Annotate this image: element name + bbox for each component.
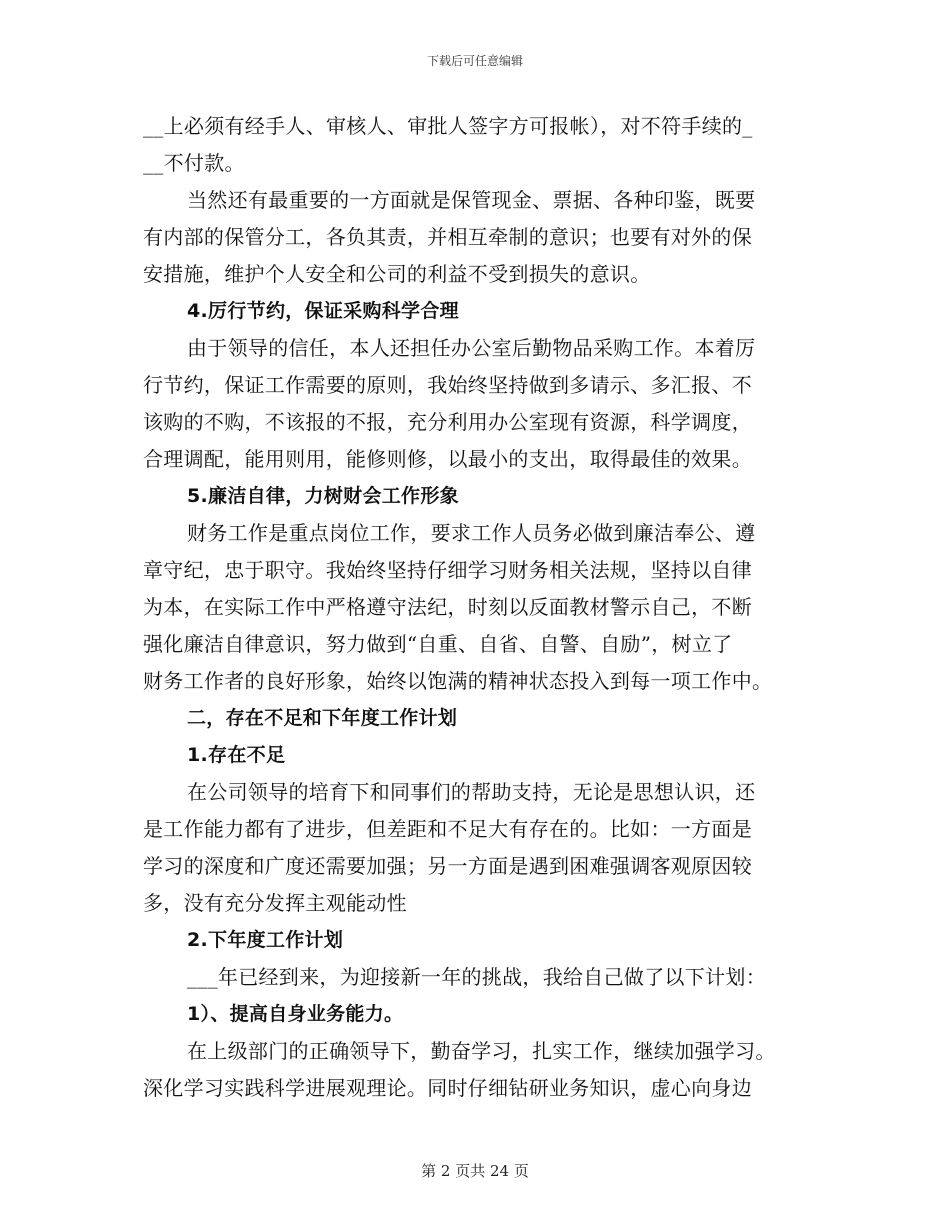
paragraph-line: 强化廉洁自律意识，努力做到“自重、自省、自警、自励”，树立了 — [143, 632, 733, 656]
paragraph-line: ___年已经到来，为迎接新一年的挑战，我给自己做了以下计划： — [187, 965, 766, 989]
paragraph-line: 深化学习实践科学进展观理论。同时仔细钻研业务知识，虚心向身边 — [143, 1076, 752, 1100]
paragraph-line: 安措施，维护个人安全和公司的利益不受到损失的意识。 — [143, 262, 651, 286]
section-heading: 二，存在不足和下年度工作计划 — [187, 707, 458, 729]
section-heading: 5.廉洁自律，力树财会工作形象 — [187, 485, 459, 507]
paragraph-line: 该购的不购，不该报的不报，充分利用办公室现有资源，科学调度， — [143, 410, 752, 434]
section-heading: 1）、提高自身业务能力。 — [187, 1003, 404, 1025]
section-heading: 4.厉行节约，保证采购科学合理 — [187, 300, 459, 322]
paragraph-line: 在上级部门的正确领导下，勤奋学习，扎实工作，继续加强学习。 — [187, 1039, 776, 1063]
paragraph-line: 由于领导的信任，本人还担任办公室后勤物品采购工作。本着厉 — [187, 336, 756, 360]
paragraph-line: 在公司领导的培育下和同事们的帮助支持，无论是思想认识，还 — [187, 780, 756, 804]
paragraph-line: 为本，在实际工作中严格遵守法纪，时刻以反面教材警示自己，不断 — [143, 595, 752, 619]
paragraph-line: 财务工作是重点岗位工作，要求工作人员务必做到廉洁奉公、遵 — [187, 521, 756, 545]
paragraph-line: 当然还有最重要的一方面就是保管现金、票据、各种印鉴，既要 — [187, 188, 756, 212]
paragraph-line: 学习的深度和广度还需要加强；另一方面是遇到困难强调客观原因较 — [143, 854, 752, 878]
section-heading: 2.下年度工作计划 — [187, 929, 344, 951]
page-footer: 第 2 页共 24 页 — [421, 1162, 529, 1180]
paragraph-line: 是工作能力都有了进步，但差距和不足大有存在的。比如：一方面是 — [143, 817, 752, 841]
paragraph-line: 行节约，保证工作需要的原则，我始终坚持做到多请示、多汇报、不 — [143, 373, 752, 397]
paragraph-line: 章守纪，忠于职守。我始终坚持仔细学习财务相关法规，坚持以自律 — [143, 558, 752, 582]
paragraph-line: 合理调配，能用则用，能修则修，以最小的支出，取得最佳的效果。 — [143, 447, 752, 471]
paragraph-line: __不付款。 — [143, 151, 245, 175]
paragraph-line: 有内部的保管分工，各负其责，并相互牵制的意识；也要有对外的保 — [143, 225, 752, 249]
section-heading: 1.存在不足 — [187, 744, 286, 766]
paragraph-line: 财务工作者的良好形象，始终以饱满的精神状态投入到每一项工作中。 — [143, 669, 773, 693]
document-body — [143, 108, 808, 1107]
paragraph-line: 多，没有充分发挥主观能动性 — [143, 891, 407, 915]
page-header: 下载后可任意编辑 — [426, 54, 523, 68]
paragraph-line: __上必须有经手人、审核人、审批人签字方可报帐），对不符手续的_ — [143, 114, 753, 138]
